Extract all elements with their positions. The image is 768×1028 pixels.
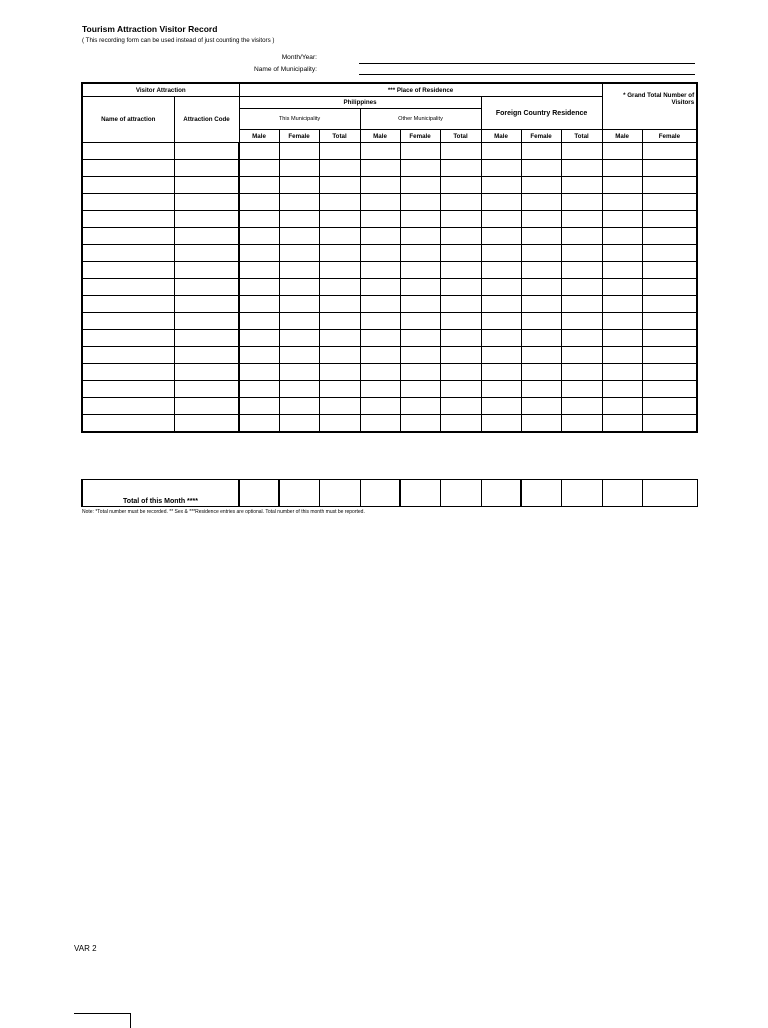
attraction-name-cell[interactable]: [82, 245, 174, 262]
count-cell[interactable]: [400, 262, 440, 279]
attraction-code-cell[interactable]: [174, 177, 239, 194]
count-cell[interactable]: [440, 381, 481, 398]
visitor-record-table: [81, 82, 698, 433]
count-cell[interactable]: [360, 211, 400, 228]
attraction-name-cell[interactable]: [82, 160, 174, 177]
count-cell[interactable]: [481, 262, 521, 279]
total-header: Total: [561, 130, 602, 143]
count-cell[interactable]: [440, 313, 481, 330]
count-cell[interactable]: [440, 245, 481, 262]
attraction-name-cell[interactable]: [82, 177, 174, 194]
count-cell[interactable]: [602, 228, 642, 245]
count-cell[interactable]: [239, 415, 279, 433]
count-cell[interactable]: [521, 347, 561, 364]
count-cell[interactable]: [279, 313, 319, 330]
count-cell[interactable]: [602, 313, 642, 330]
count-cell[interactable]: [319, 347, 360, 364]
count-cell[interactable]: [602, 415, 642, 433]
count-cell[interactable]: [561, 228, 602, 245]
table-row: [82, 228, 697, 245]
count-cell[interactable]: [440, 398, 481, 415]
count-cell[interactable]: [561, 364, 602, 381]
count-cell[interactable]: [642, 279, 697, 296]
footer-box: [74, 1013, 131, 1028]
count-cell[interactable]: [602, 296, 642, 313]
count-cell[interactable]: [319, 194, 360, 211]
table-row: [82, 415, 697, 433]
attraction-code-cell[interactable]: [174, 211, 239, 228]
count-cell[interactable]: [602, 279, 642, 296]
count-cell[interactable]: [481, 245, 521, 262]
count-cell[interactable]: [561, 245, 602, 262]
count-cell[interactable]: [521, 296, 561, 313]
count-cell[interactable]: [239, 194, 279, 211]
count-cell[interactable]: [521, 330, 561, 347]
municipality-field[interactable]: [359, 74, 695, 75]
count-cell[interactable]: [319, 381, 360, 398]
male-header: Male: [481, 130, 521, 143]
count-cell[interactable]: [360, 245, 400, 262]
count-cell[interactable]: [602, 143, 642, 160]
total-of-month-label: Total of this Month ****: [82, 480, 239, 507]
count-cell[interactable]: [521, 398, 561, 415]
table-row: [82, 160, 697, 177]
count-cell[interactable]: [521, 262, 561, 279]
total-cell[interactable]: [319, 480, 360, 507]
total-cell[interactable]: [602, 480, 642, 507]
count-cell[interactable]: [279, 160, 319, 177]
count-cell[interactable]: [642, 228, 697, 245]
total-cell[interactable]: [642, 480, 697, 507]
form-subtitle: ( This recording form can be used instead of just counting the visitors ): [82, 37, 275, 44]
attraction-name-cell[interactable]: [82, 398, 174, 415]
count-cell[interactable]: [521, 211, 561, 228]
count-cell[interactable]: [440, 143, 481, 160]
count-cell[interactable]: [400, 279, 440, 296]
count-cell[interactable]: [279, 415, 319, 433]
count-cell[interactable]: [360, 415, 400, 433]
count-cell[interactable]: [481, 415, 521, 433]
count-cell[interactable]: [440, 415, 481, 433]
count-cell[interactable]: [642, 313, 697, 330]
count-cell[interactable]: [561, 330, 602, 347]
count-cell[interactable]: [561, 296, 602, 313]
count-cell[interactable]: [521, 177, 561, 194]
philippines-header: Philippines: [239, 97, 481, 109]
grand-total-header: * Grand Total Number of Visitors: [602, 83, 697, 130]
count-cell[interactable]: [481, 279, 521, 296]
attraction-code-cell[interactable]: [174, 228, 239, 245]
female-header: Female: [400, 130, 440, 143]
count-cell[interactable]: [440, 330, 481, 347]
count-cell[interactable]: [440, 296, 481, 313]
count-cell[interactable]: [360, 279, 400, 296]
table-row: [82, 364, 697, 381]
count-cell[interactable]: [400, 364, 440, 381]
count-cell[interactable]: [521, 245, 561, 262]
count-cell[interactable]: [440, 160, 481, 177]
other-municipality-header: Other Municipality: [360, 109, 481, 130]
month-year-label: Month/Year:: [281, 54, 317, 61]
count-cell[interactable]: [279, 228, 319, 245]
count-cell[interactable]: [521, 279, 561, 296]
count-cell[interactable]: [642, 177, 697, 194]
count-cell[interactable]: [279, 211, 319, 228]
count-cell[interactable]: [360, 364, 400, 381]
attraction-code-cell[interactable]: [174, 262, 239, 279]
count-cell[interactable]: [360, 381, 400, 398]
total-cell[interactable]: [239, 480, 279, 507]
attraction-code-cell[interactable]: [174, 415, 239, 433]
table-row: [82, 194, 697, 211]
attraction-name-cell[interactable]: [82, 364, 174, 381]
count-cell[interactable]: [602, 330, 642, 347]
count-cell[interactable]: [440, 177, 481, 194]
count-cell[interactable]: [642, 347, 697, 364]
count-cell[interactable]: [561, 262, 602, 279]
count-cell[interactable]: [602, 347, 642, 364]
count-cell[interactable]: [400, 160, 440, 177]
count-cell[interactable]: [239, 177, 279, 194]
count-cell[interactable]: [279, 262, 319, 279]
attraction-code-cell[interactable]: [174, 279, 239, 296]
attraction-code-cell[interactable]: [174, 330, 239, 347]
count-cell[interactable]: [319, 211, 360, 228]
table-row: [82, 313, 697, 330]
female-header: Female: [642, 130, 697, 143]
attraction-name-cell[interactable]: [82, 415, 174, 433]
count-cell[interactable]: [319, 228, 360, 245]
count-cell[interactable]: [602, 194, 642, 211]
count-cell[interactable]: [319, 279, 360, 296]
count-cell[interactable]: [239, 279, 279, 296]
count-cell[interactable]: [602, 160, 642, 177]
table-row: [82, 177, 697, 194]
count-cell[interactable]: [239, 313, 279, 330]
attraction-name-cell[interactable]: [82, 279, 174, 296]
count-cell[interactable]: [319, 398, 360, 415]
attraction-code-cell[interactable]: [174, 313, 239, 330]
count-cell[interactable]: [481, 398, 521, 415]
attraction-code-cell[interactable]: [174, 364, 239, 381]
attraction-name-cell[interactable]: [82, 381, 174, 398]
attraction-name-cell[interactable]: [82, 228, 174, 245]
attraction-code-cell[interactable]: [174, 296, 239, 313]
female-header: Female: [279, 130, 319, 143]
total-cell[interactable]: [440, 480, 481, 507]
count-cell[interactable]: [642, 296, 697, 313]
count-cell[interactable]: [561, 415, 602, 433]
male-header: Male: [360, 130, 400, 143]
form-title: Tourism Attraction Visitor Record: [82, 24, 218, 34]
place-of-residence-header: *** Place of Residence: [239, 83, 602, 97]
count-cell[interactable]: [279, 398, 319, 415]
count-cell[interactable]: [440, 262, 481, 279]
count-cell[interactable]: [400, 211, 440, 228]
table-row: [82, 279, 697, 296]
count-cell[interactable]: [319, 143, 360, 160]
count-cell[interactable]: [602, 262, 642, 279]
count-cell[interactable]: [481, 228, 521, 245]
table-row: [82, 262, 697, 279]
count-cell[interactable]: [400, 415, 440, 433]
count-cell[interactable]: [279, 381, 319, 398]
attraction-code-cell[interactable]: [174, 143, 239, 160]
count-cell[interactable]: [400, 296, 440, 313]
attraction-code-header: Attraction Code: [174, 97, 239, 143]
table-row: [82, 330, 697, 347]
attraction-code-cell[interactable]: [174, 160, 239, 177]
count-cell[interactable]: [481, 211, 521, 228]
count-cell[interactable]: [319, 262, 360, 279]
foreign-country-header: Foreign Country Residence: [481, 97, 602, 130]
count-cell[interactable]: [481, 143, 521, 160]
attraction-code-cell[interactable]: [174, 381, 239, 398]
count-cell[interactable]: [360, 160, 400, 177]
count-cell[interactable]: [400, 347, 440, 364]
count-cell[interactable]: [642, 262, 697, 279]
attraction-name-cell[interactable]: [82, 194, 174, 211]
count-cell[interactable]: [642, 415, 697, 433]
count-cell[interactable]: [440, 194, 481, 211]
count-cell[interactable]: [239, 211, 279, 228]
count-cell[interactable]: [440, 364, 481, 381]
count-cell[interactable]: [561, 194, 602, 211]
count-cell[interactable]: [481, 381, 521, 398]
table-row: [82, 211, 697, 228]
count-cell[interactable]: [239, 364, 279, 381]
count-cell[interactable]: [561, 279, 602, 296]
count-cell[interactable]: [239, 160, 279, 177]
name-of-attraction-header: Name of attraction: [82, 97, 174, 143]
table-row: [82, 143, 697, 160]
count-cell[interactable]: [481, 296, 521, 313]
attraction-name-cell[interactable]: [82, 211, 174, 228]
count-cell[interactable]: [360, 228, 400, 245]
count-cell[interactable]: [239, 381, 279, 398]
table-row: [82, 296, 697, 313]
total-cell[interactable]: [279, 480, 319, 507]
count-cell[interactable]: [521, 194, 561, 211]
count-cell[interactable]: [440, 228, 481, 245]
count-cell[interactable]: [602, 245, 642, 262]
attraction-name-cell[interactable]: [82, 262, 174, 279]
count-cell[interactable]: [279, 364, 319, 381]
count-cell[interactable]: [279, 330, 319, 347]
total-cell[interactable]: [481, 480, 521, 507]
count-cell[interactable]: [239, 296, 279, 313]
count-cell[interactable]: [239, 347, 279, 364]
table-row: [82, 398, 697, 415]
count-cell[interactable]: [400, 228, 440, 245]
count-cell[interactable]: [561, 381, 602, 398]
attraction-code-cell[interactable]: [174, 245, 239, 262]
count-cell[interactable]: [521, 143, 561, 160]
count-cell[interactable]: [400, 313, 440, 330]
count-cell[interactable]: [481, 347, 521, 364]
count-cell[interactable]: [561, 160, 602, 177]
count-cell[interactable]: [602, 177, 642, 194]
attraction-name-cell[interactable]: [82, 143, 174, 160]
count-cell[interactable]: [279, 279, 319, 296]
count-cell[interactable]: [642, 364, 697, 381]
count-cell[interactable]: [279, 143, 319, 160]
visitor-attraction-header: Visitor Attraction: [82, 83, 239, 97]
attraction-code-cell[interactable]: [174, 194, 239, 211]
count-cell[interactable]: [360, 177, 400, 194]
count-cell[interactable]: [400, 381, 440, 398]
count-cell[interactable]: [521, 313, 561, 330]
count-cell[interactable]: [481, 330, 521, 347]
table-row: [82, 381, 697, 398]
count-cell[interactable]: [239, 262, 279, 279]
count-cell[interactable]: [602, 211, 642, 228]
count-cell[interactable]: [400, 194, 440, 211]
count-cell[interactable]: [239, 228, 279, 245]
month-year-field[interactable]: [359, 63, 695, 64]
count-cell[interactable]: [279, 347, 319, 364]
count-cell[interactable]: [481, 313, 521, 330]
count-cell[interactable]: [521, 228, 561, 245]
total-cell[interactable]: [400, 480, 440, 507]
total-header: Total: [440, 130, 481, 143]
count-cell[interactable]: [400, 177, 440, 194]
attraction-name-cell[interactable]: [82, 330, 174, 347]
count-cell[interactable]: [561, 398, 602, 415]
count-cell[interactable]: [642, 211, 697, 228]
count-cell[interactable]: [561, 313, 602, 330]
count-cell[interactable]: [642, 143, 697, 160]
count-cell[interactable]: [481, 194, 521, 211]
count-cell[interactable]: [521, 381, 561, 398]
attraction-name-cell[interactable]: [82, 347, 174, 364]
count-cell[interactable]: [239, 330, 279, 347]
attraction-code-cell[interactable]: [174, 398, 239, 415]
count-cell[interactable]: [521, 364, 561, 381]
count-cell[interactable]: [360, 143, 400, 160]
total-header: Total: [319, 130, 360, 143]
count-cell[interactable]: [279, 194, 319, 211]
attraction-code-cell[interactable]: [174, 347, 239, 364]
count-cell[interactable]: [319, 313, 360, 330]
count-cell[interactable]: [642, 330, 697, 347]
count-cell[interactable]: [561, 211, 602, 228]
count-cell[interactable]: [319, 177, 360, 194]
count-cell[interactable]: [360, 313, 400, 330]
count-cell[interactable]: [319, 245, 360, 262]
municipality-label: Name of Municipality:: [253, 66, 317, 73]
count-cell[interactable]: [602, 364, 642, 381]
count-cell[interactable]: [319, 415, 360, 433]
count-cell[interactable]: [319, 330, 360, 347]
count-cell[interactable]: [319, 160, 360, 177]
count-cell[interactable]: [481, 177, 521, 194]
count-cell[interactable]: [642, 160, 697, 177]
count-cell[interactable]: [561, 143, 602, 160]
count-cell[interactable]: [440, 347, 481, 364]
count-cell[interactable]: [602, 398, 642, 415]
count-cell[interactable]: [521, 415, 561, 433]
total-cell[interactable]: [521, 480, 561, 507]
count-cell[interactable]: [279, 245, 319, 262]
count-cell[interactable]: [239, 398, 279, 415]
count-cell[interactable]: [319, 296, 360, 313]
count-cell[interactable]: [239, 143, 279, 160]
count-cell[interactable]: [642, 245, 697, 262]
count-cell[interactable]: [642, 194, 697, 211]
count-cell[interactable]: [360, 330, 400, 347]
count-cell[interactable]: [279, 177, 319, 194]
count-cell[interactable]: [561, 177, 602, 194]
count-cell[interactable]: [642, 381, 697, 398]
total-cell[interactable]: [561, 480, 602, 507]
attraction-name-cell[interactable]: [82, 296, 174, 313]
male-header: Male: [602, 130, 642, 143]
count-cell[interactable]: [400, 143, 440, 160]
this-municipality-header: This Municipality: [239, 109, 360, 130]
count-cell[interactable]: [360, 194, 400, 211]
count-cell[interactable]: [319, 364, 360, 381]
count-cell[interactable]: [360, 296, 400, 313]
table-row: [82, 245, 697, 262]
count-cell[interactable]: [279, 296, 319, 313]
footnote: Note: *Total number must be recorded. ** Sex & ***Residence entries are optional. Total number of this month must be reported.: [82, 509, 365, 515]
count-cell[interactable]: [481, 160, 521, 177]
female-header: Female: [521, 130, 561, 143]
count-cell[interactable]: [602, 381, 642, 398]
count-cell[interactable]: [521, 160, 561, 177]
count-cell[interactable]: [239, 245, 279, 262]
count-cell[interactable]: [400, 330, 440, 347]
count-cell[interactable]: [360, 262, 400, 279]
count-cell[interactable]: [360, 398, 400, 415]
total-cell[interactable]: [360, 480, 400, 507]
count-cell[interactable]: [440, 211, 481, 228]
count-cell[interactable]: [561, 347, 602, 364]
count-cell[interactable]: [400, 245, 440, 262]
count-cell[interactable]: [481, 364, 521, 381]
count-cell[interactable]: [360, 347, 400, 364]
count-cell[interactable]: [440, 279, 481, 296]
count-cell[interactable]: [642, 398, 697, 415]
table-row: [82, 347, 697, 364]
form-code: VAR 2: [74, 944, 97, 953]
count-cell[interactable]: [400, 398, 440, 415]
attraction-name-cell[interactable]: [82, 313, 174, 330]
male-header: Male: [239, 130, 279, 143]
monthly-total-row: [81, 479, 698, 507]
